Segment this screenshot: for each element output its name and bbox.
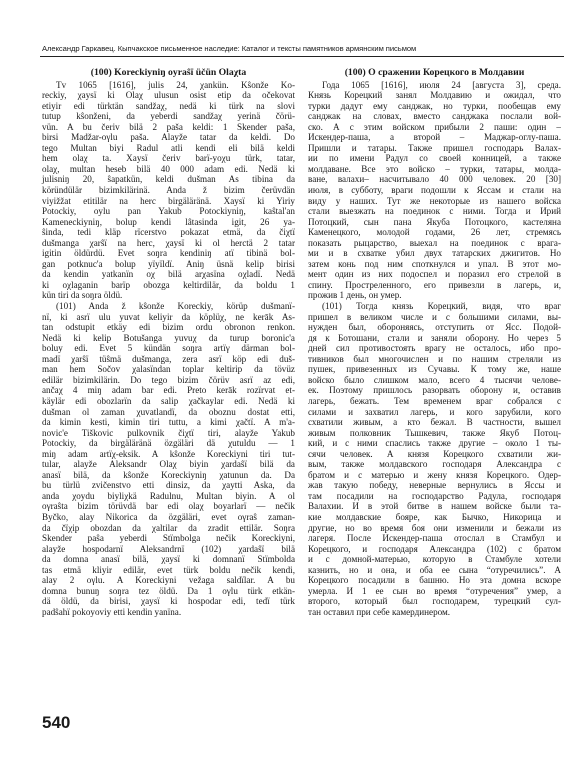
- text-line: (101) Тогда князь Корецкий, видя, что враг: [322, 301, 561, 312]
- text-line: дней сил противостоять врагу не осталось, ибо про-: [308, 343, 561, 354]
- text-line: Года 1065 [1616], июля 24 [августа 3], среда.: [322, 79, 561, 90]
- text-line: kün tiri da soŋra öldü.: [42, 290, 123, 301]
- text-line: tego Multan biyi Radul atli kendi eli bilä keldi: [42, 142, 295, 153]
- text-line: Валахии. И в этой битве в нашем войске были та-: [308, 501, 561, 512]
- text-line: виду у наших. Тут же некоторые из нашего войска: [308, 195, 561, 206]
- text-line: Потоцкий, сын пана Якуба Потоцкого, кастеляна: [308, 216, 561, 227]
- text-line: турки дадут ему санджак, но турки, пообещав ему: [308, 100, 561, 111]
- text-line: nï, ki asrï ulu yuvat keliyir da köplüχ, ne kerāk As-: [42, 311, 295, 322]
- text-line: edilär bizimkilärin. Do tego bizim čörüv asrï az edi,: [42, 374, 295, 385]
- running-head: Александр Гаркавец. Кыпчакское письменное наследие: Каталог и тексты памятников армянским письмом: [42, 44, 417, 53]
- text-line: Корецкого посадили в башню. Но эта домна вскоре: [308, 575, 561, 586]
- text-line: da kendin yatkanïn oχ bilä arχasïna oχladï. Nedä: [42, 269, 295, 280]
- text-line: köründülär bizimkilärinä. Anda ž bizim čerüvdän: [42, 185, 295, 196]
- text-line: alayže hospodarnï Aleksandrnï (102) χardaŝï bilä: [42, 543, 295, 554]
- text-line: miŋ adam artïχ-eksik. A kŝonže Koreckiyni tiri tut-: [42, 448, 295, 459]
- text-line: Nedä ki kelip Botušanga yuvuχ da turup boronic'a: [42, 332, 295, 343]
- text-line: вым, также молдавского господаря Александра с: [308, 459, 561, 470]
- text-line: сячи человек. А князя Корецкого схватили жи-: [308, 448, 561, 459]
- text-line: padŝahï pokoyoviy etti kendin yanïna.: [42, 606, 182, 617]
- text-line: tan odstupit etkäy edi bizim ordu obronon renkon.: [42, 322, 295, 333]
- text-line: кие молдавские бояре, как Бычко, Никорица и: [308, 511, 561, 522]
- text-line: затем конь под ним споткнулся и упал. В этот мо-: [308, 258, 561, 269]
- text-line: gan potknuc'a bolup yïyïldï. Aniŋ üsnä kelip birisi: [42, 258, 295, 269]
- text-line: etiyir edi türktän sandžaχ, nedä ki türk na slovi: [42, 100, 295, 111]
- text-line: novic'e Tiškovic pulkovnik čiχtï tiri, alayže Yakub: [42, 427, 295, 438]
- left-column-title: (100) Koreckiyniŋ oyraŝï üčün Olaχta: [90, 67, 247, 78]
- text-line: domna bunuŋ soŋra tez öldü. Da 1 oγlu türk etkän-: [42, 585, 295, 596]
- text-line: tutup kŝonženi, da yeberdi sandžaχ yerinä čörü-: [42, 111, 295, 122]
- text-line: жав такую победу, неверные вернулись в Яссы и: [308, 480, 561, 491]
- text-line: Князь Корецкий занял Молдавию и ожидал, что: [308, 90, 561, 101]
- text-line: второго, который был господарем, турецкий сул-: [308, 596, 561, 607]
- text-line: тан оставил при себе камердинером.: [308, 606, 451, 617]
- text-line: bu türlü zvičenstvo etti dinsiz, da χaytti Aska, da: [42, 480, 295, 491]
- right-column-title: (100) О сражении Корецкого в Молдавии: [344, 67, 525, 78]
- text-line: vün. A bu čeriv bilä 2 paša keldi: 1 Skender paša,: [42, 121, 295, 132]
- text-line: ми и в схватке убил двух татарских джигитов. Но: [308, 248, 561, 259]
- text-line: июля, в субботу, враги подошли к Яссам и стали на: [308, 185, 561, 196]
- left-column-body: [42, 80, 295, 618]
- text-line: живым полковник Тышкевич, также Якуб Потоц-: [308, 427, 561, 438]
- text-line: умерла. И 1 ее сын во время “отуречения” умер, а: [308, 585, 561, 596]
- text-line: anda χoydu biyliχkä Radulnu, Multan biyin. A ol: [42, 490, 295, 501]
- right-column-body: [308, 80, 561, 618]
- text-line: показать рыцарство, выехал на поединок с врага-: [308, 237, 561, 248]
- text-line: Byčko, alay Nikorica da özgäläri, evet oγraŝ zaman-: [42, 511, 295, 522]
- text-line: anasï bilä, da kŝonže Koreckiyniŋ χatunun da. Da: [42, 469, 295, 480]
- text-line: oγraŝta bizim törüvdä bar edi olaχ boyarlarï — nečik: [42, 501, 295, 512]
- text-line: казнить, но и она, и оба ее сына “отуречились”. А: [308, 564, 561, 575]
- text-line: olaχ, multan heseb bilä 40 000 adam edi. Nedä ki: [42, 163, 295, 174]
- text-line: madï χarŝï tüŝmä dušmanga, zera asrï köp edi duš-: [42, 353, 295, 364]
- text-line: лагерь, бежать. Тем временем враг собрался с: [308, 395, 561, 406]
- text-line: tular, alayže Aleksandr Olaχ biyin χardaŝï bilä da: [42, 459, 295, 470]
- text-line: войско было слишком мало, всего 4 тысячи челове-: [308, 374, 561, 385]
- text-line: дя к Ботошани, стали и заняли оборону. Но через 5: [308, 332, 561, 343]
- text-line: братом и с матерью и жену князя Корецкого. Одер-: [308, 469, 561, 480]
- text-line: ване, валахи– насчитывало 40 000 человек. 20 [30]: [308, 174, 561, 185]
- text-line: reckiy, χaysï ki Olaχ ulusun osist etip da očekovat: [42, 90, 295, 101]
- text-line: hem olaχ ta. Χaysï čeriv barï-yoχu türk, tatar,: [42, 153, 295, 164]
- text-line: viyižžat etitilär na herc birgäläränä. Χaysï ki Yiriy: [42, 195, 295, 206]
- text-line: силами и захватил лагерь, и кого зарубили, кого: [308, 406, 561, 417]
- text-line: ек. Поэтому пришлось разорвать оборону и, оставив: [308, 385, 561, 396]
- text-line: ŝinda, tedi kläp rïcerstvo pokazat etmä, da čiχtï: [42, 227, 295, 238]
- text-line: ии по имени Радул со своей конницей, а также: [308, 153, 561, 164]
- text-line: ki oχlaganin barïp obozga keltirdilär, da boldu 1: [42, 279, 295, 290]
- text-line: лагеря. После Искендер-паша отослал в Стамбул и: [308, 533, 561, 544]
- page-number: 540: [42, 713, 71, 732]
- text-line: спину. Простреленного, его привезли в лагерь, и,: [308, 279, 561, 290]
- text-line: молдаване. Все это войско – турки, татары, молда-: [308, 163, 561, 174]
- text-line: dä öldü, da birisi, χaysï ki hospodar edi, tedï türk: [42, 596, 295, 607]
- text-line: санджак на словах, вместо санджака послали вой-: [308, 111, 561, 122]
- text-line: мент один из них подоспел и поразил его стрелой в: [308, 269, 561, 280]
- text-line: ančaχ 4 miŋ adam bar edi. Preto kerāk rozïrvat et-: [42, 385, 295, 396]
- text-line: Potockiy, oylu pan Yakub Potockiyniŋ, kaŝtal'an: [42, 206, 295, 217]
- text-line: кий, и с ними спаслись также другие – около 1 ты-: [308, 438, 561, 449]
- text-line: Kameneckiyniŋ, bolup kendi lâtasinda igit, 26 ya-: [42, 216, 295, 227]
- header-rule: [40, 56, 564, 57]
- text-line: tas etmä kliyir edilär, evet türk boldu nečik kendi,: [42, 564, 295, 575]
- right-column: [308, 68, 561, 617]
- text-line: Skender paŝa yeberdi Stïmbolga nečik Koreckiyni,: [42, 533, 295, 544]
- text-line: и с домной-матерью, которую в Стамбуле хотели: [308, 554, 561, 565]
- text-line: пушек, привезенных из Сучавы. К тому же, наше: [308, 364, 561, 375]
- text-line: Potockiy, da birgäläränä özgäläri dä χutuldu — 1: [42, 438, 295, 449]
- text-line: Каменецкого, молодой годами, 26 лет, стремясь: [308, 227, 561, 238]
- text-line: Tv 1065 [1616], julis 24, χankün. Kŝonže Ko-: [56, 79, 295, 90]
- text-line: käylär edi obozlarïn da salip χačkaylar edi. Nedä ki: [42, 395, 295, 406]
- text-line: birsi Madžar-oγlu paša. Alayže tatar da keldi. Do: [42, 132, 295, 143]
- text-line: alay 2 oγlu. A Koreckiyni vežaga saldïlar. A bu: [42, 575, 295, 586]
- text-line: схватили живым, а кто бежал. В частности, вышел: [308, 417, 561, 428]
- text-line: da kimin kesti, kimin tiri tuttu, a kimi χačtï. A m'a-: [42, 417, 295, 428]
- text-line: julisniŋ 20, ŝapatkün, keldi dušman As tibina da: [42, 174, 295, 185]
- text-line: da čïχip obozdan da χaltilar da zradit ettilär. Soŋra: [42, 522, 295, 533]
- text-line: (101) Anda ž kŝonže Koreckiy, körüp dušmanï-: [56, 301, 295, 312]
- text-line: boluy edi. Evet 5 kündän soŋra artïγ därman bol-: [42, 343, 295, 354]
- text-line: man hem Sočov χalasïndan toplar keltirip da tövüz: [42, 364, 295, 375]
- text-line: Пришли и татары. Также пришел господарь Валах-: [308, 142, 561, 153]
- text-line: тивников был многочислен и по нашим стреляли из: [308, 353, 561, 364]
- text-line: прожив 1 день, он умер.: [308, 290, 402, 301]
- text-line: пришел в великом числе и с большими силами, вы-: [308, 311, 561, 322]
- text-line: там посадили на господарство Радула, господаря: [308, 490, 561, 501]
- text-line: нужден был, обороняясь, отступить от Ясс. Подой-: [308, 322, 561, 333]
- text-line: Корецкого, и господаря Александра (102) с братом: [308, 543, 561, 554]
- text-line: стали выезжать на поединок с ними. Тогда и Ирий: [308, 206, 561, 217]
- text-line: ско. А с этим войском прибыли 2 паши: один –: [308, 121, 561, 132]
- left-column: [42, 68, 295, 617]
- text-line: igitin öldürdü. Evet soŋra kendiniŋ atï tibinä bol-: [42, 248, 295, 259]
- text-line: da domna anasï bilä, χaysï ki domnanï Stïmbolda: [42, 554, 295, 565]
- text-line: Искендер-паша, а второй – Маджар-оглу-паша.: [308, 132, 561, 143]
- text-line: dušmanga χarŝï na herc, χaysï ki ol herctä 2 tatar: [42, 237, 295, 248]
- text-line: dušman ol zaman χuvatlandï, da oboznu dostat etti,: [42, 406, 295, 417]
- text-line: другие, но во время боя они изменили и бежали из: [308, 522, 561, 533]
